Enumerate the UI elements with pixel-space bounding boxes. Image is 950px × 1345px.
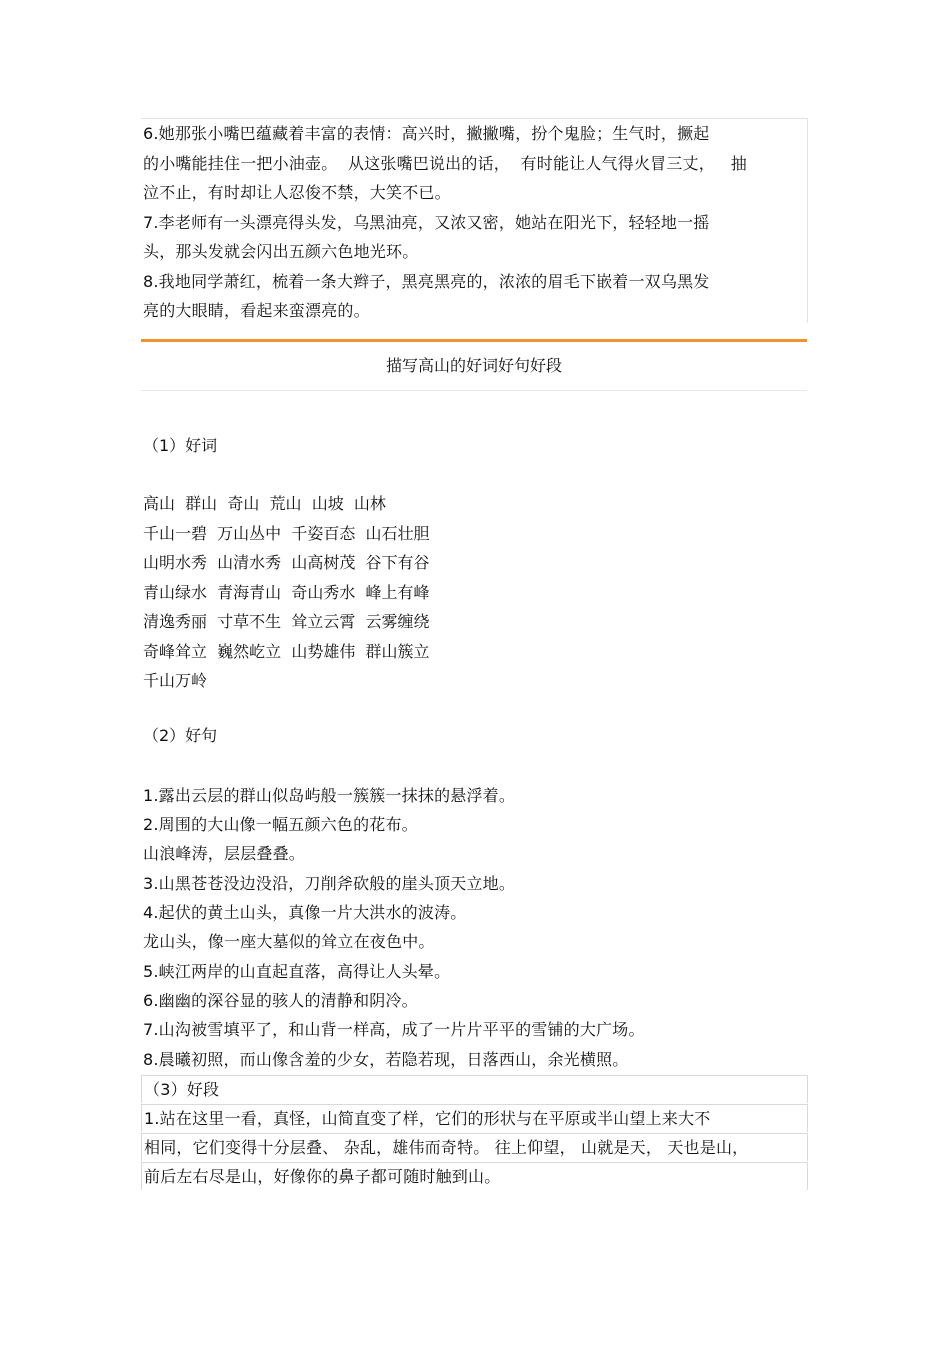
paragraph-line: 7.李老师有一头漂亮得头发，乌黑油亮，又浓又密，她站在阳光下，轻轻地一摇	[143, 213, 710, 232]
sentence-line: 2.周围的大山像一幅五颜六色的花布。	[143, 815, 418, 834]
word-row: 山明水秀 山清水秀 山高树茂 谷下有谷	[143, 553, 430, 572]
paragraph-row	[141, 1104, 808, 1132]
word-row: 千山万岭	[143, 671, 208, 690]
sentence-line: 山浪峰涛，层层叠叠。	[143, 844, 306, 863]
sentence-line: 6.幽幽的深谷显的骇人的清静和阴冷。	[143, 991, 418, 1010]
paragraph-text-line: 相同，它们变得十分层叠、 杂乱，雄伟而奇特。 往上仰望， 山就是天， 天也是山，	[144, 1138, 749, 1157]
paragraph-row	[141, 1162, 808, 1190]
sentence-line: 3.山黑苍苍没边没沿，刀削斧砍般的崖头顶天立地。	[143, 874, 516, 893]
word-row: 清逸秀丽 寸草不生 耸立云霄 云雾缠绕	[143, 612, 430, 631]
paragraph-line: 头，那头发就会闪出五颜六色地光环。	[143, 242, 419, 261]
paragraph-line: 泣不止，有时却让人忍俊不禁，大笑不已。	[143, 183, 451, 202]
paragraph-heading-row	[141, 1075, 808, 1103]
paragraph-line: 8.我地同学萧红，梳着一条大辫子，黑亮黑亮的，浓浓的眉毛下嵌着一双乌黑发	[143, 272, 710, 291]
sentence-line: 龙山头，像一座大墓似的耸立在夜色中。	[143, 932, 435, 951]
sentence-line: 7.山沟被雪填平了，和山背一样高，成了一片片平平的雪铺的大广场。	[143, 1020, 645, 1039]
paragraph-row	[141, 1133, 808, 1161]
section-heading-words: （1）好词	[143, 436, 218, 455]
section-heading-paragraphs: （3）好段	[144, 1080, 220, 1099]
section-heading-sentences: （2）好句	[143, 726, 218, 745]
paragraph-line: 的小嘴能挂住一把小油壶。 从这张嘴巴说出的话， 有时能让人气得火冒三丈， 抽	[143, 154, 748, 173]
paragraph-line: 亮的大眼睛，看起来蛮漂亮的。	[143, 301, 370, 320]
word-row: 青山绿水 青海青山 奇山秀水 峰上有峰	[143, 583, 430, 602]
sentence-line: 4.起伏的黄土山头，真像一片大洪水的波涛。	[143, 903, 467, 922]
word-row: 奇峰耸立 巍然屹立 山势雄伟 群山簇立	[143, 642, 430, 661]
paragraph-text-line: 1.站在这里一看，真怪，山简直变了样，它们的形状与在平原或半山望上来大不	[144, 1109, 711, 1128]
paragraph-line: 6.她那张小嘴巴蕴藏着丰富的表情：高兴时，撇撇嘴，扮个鬼脸；生气时，撅起	[143, 124, 710, 143]
sentence-line: 5.峡江两岸的山直起直落，高得让人头晕。	[143, 962, 451, 981]
sentence-line: 1.露出云层的群山似岛屿般一簇簇一抹抹的悬浮着。	[143, 786, 516, 805]
paragraph-text-line: 前后左右尽是山，好像你的鼻子都可随时触到山。	[144, 1167, 501, 1186]
page-title: 描写高山的好词好句好段	[385, 356, 562, 375]
title-bar	[141, 342, 807, 391]
word-row: 千山一碧 万山丛中 千姿百态 山石壮胆	[143, 524, 430, 543]
sentence-line: 8.晨曦初照，而山像含羞的少女，若隐若现，日落西山，余光横照。	[143, 1050, 629, 1069]
word-row: 高山 群山 奇山 荒山 山坡 山林	[143, 494, 386, 513]
